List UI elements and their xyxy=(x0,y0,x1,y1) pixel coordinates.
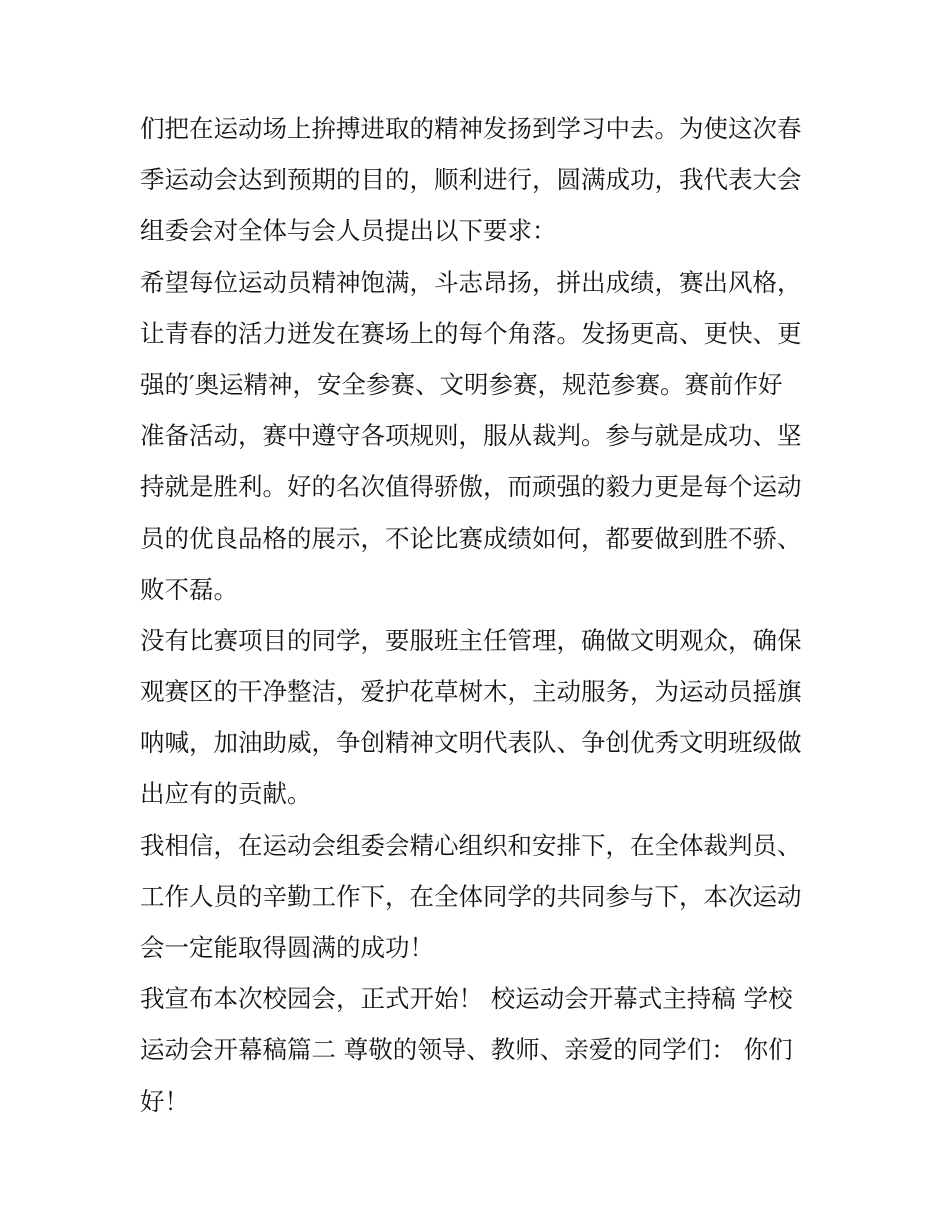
text-line: 季运动会达到预期的目的，顺利进行，圆满成功，我代表大会 xyxy=(140,165,802,195)
text-line: 我相信，在运动会组委会精心组织和安排下，在全体裁判员、 xyxy=(140,830,802,860)
text-line: 希望每位运动员精神饱满，斗志昂扬，拼出成绩，赛出风格， xyxy=(140,267,802,297)
text-line: 强的′奥运精神，安全参赛、文明参赛，规范参赛。赛前作好 xyxy=(140,369,783,399)
text-line: 好！ xyxy=(140,1086,189,1116)
text-line: 观赛区的干净整洁，爱护花草树木，主动服务，为运动员摇旗 xyxy=(140,677,802,707)
text-line: 呐喊，加油助威，争创精神文明代表队、争创优秀文明班级做 xyxy=(140,728,802,758)
text-line: 们把在运动场上拚搏进取的精神发扬到学习中去。为使这次春 xyxy=(140,114,802,143)
text-line: 运动会开幕稿篇二 尊敬的领导、教师、亲爱的同学们： 你们 xyxy=(140,1035,793,1065)
text-line: 没有比赛项目的同学，要服班主任管理，确做文明观众，确保 xyxy=(140,625,802,655)
text-line: 工作人员的辛勤工作下，在全体同学的共同参与下，本次运动 xyxy=(140,881,802,911)
text-line: 持就是胜利。好的名次值得骄傲，而顽强的毅力更是每个运动 xyxy=(140,472,802,502)
text-line: 会一定能取得圆满的成功！ xyxy=(140,933,434,962)
text-line: 让青春的活力迸发在赛场上的每个角落。发扬更高、更快、更 xyxy=(140,318,802,348)
text-line: 组委会对全体与会人员提出以下要求： xyxy=(140,216,557,246)
text-line: 员的优良品格的展示，不论比赛成绩如何，都要做到胜不骄、 xyxy=(140,523,802,553)
text-line: 准备活动，赛中遵守各项规则，服从裁判。参与就是成功、坚 xyxy=(140,421,802,451)
text-line: 败不磊。 xyxy=(140,574,238,604)
text-line: 出应有的贡献。 xyxy=(140,779,312,809)
text-line: 我宣布本次校园会，正式开始！ 校运动会开幕式主持稿 学校 xyxy=(140,984,793,1014)
document-body xyxy=(140,103,820,1127)
